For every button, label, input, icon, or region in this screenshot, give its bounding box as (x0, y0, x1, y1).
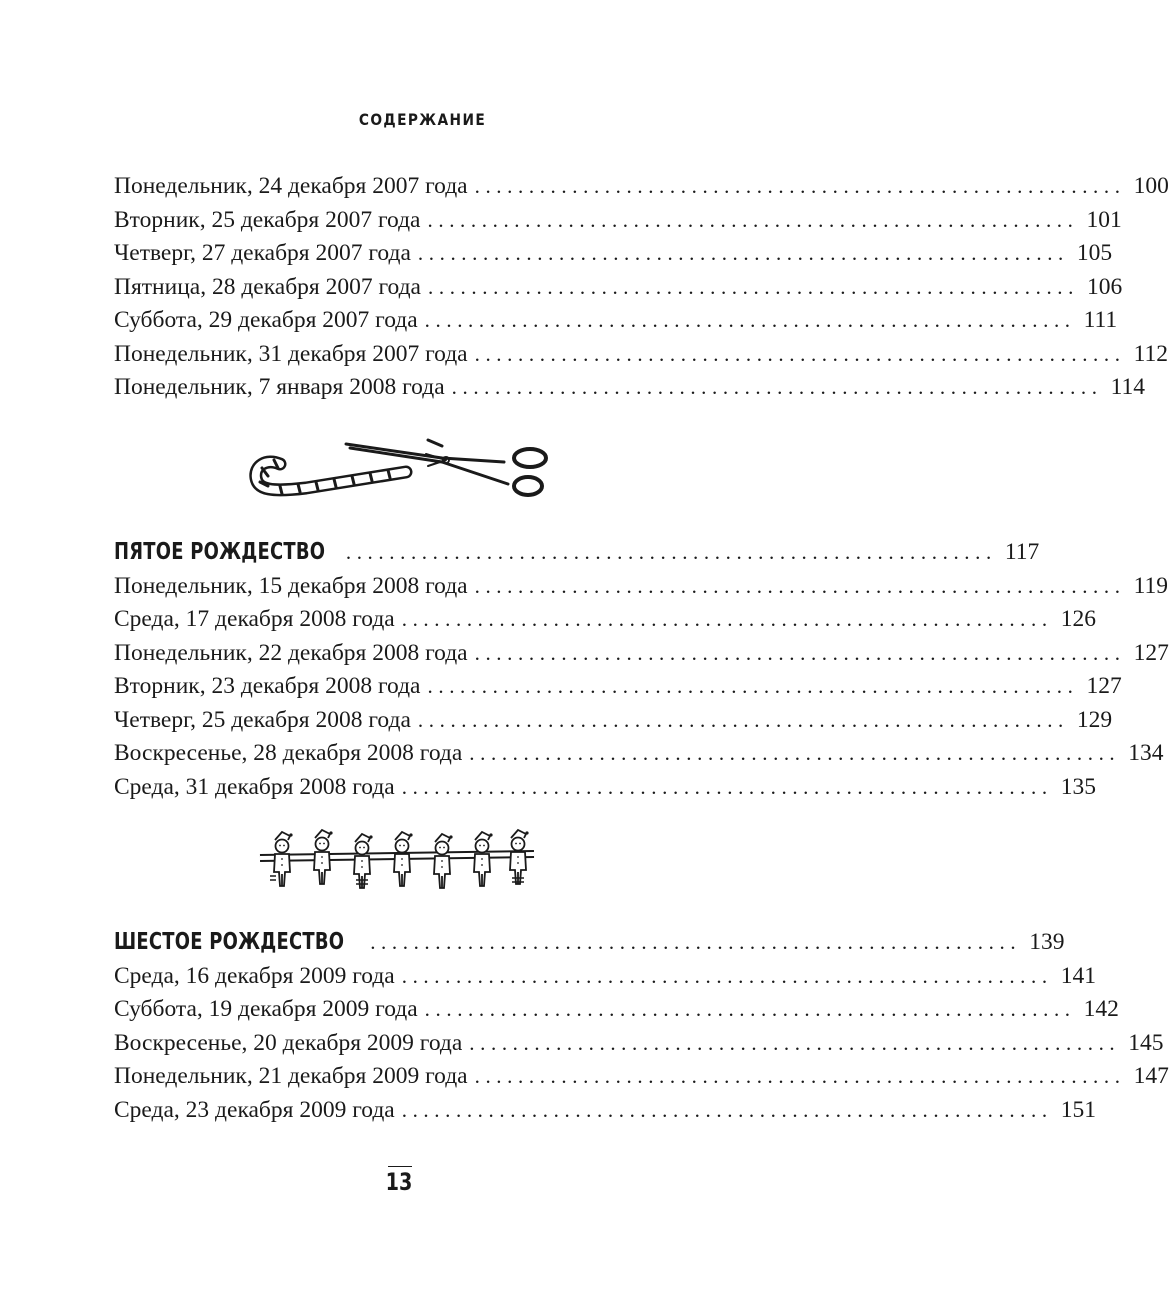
toc-entry-title: Понедельник, 24 декабря 2007 года (114, 173, 468, 199)
leader-dots: ............................................................ (474, 341, 1126, 366)
toc-entry-title: Среда, 16 декабря 2009 года (114, 962, 395, 989)
toc-entry-page: 147 (1133, 1063, 1169, 1089)
toc-entry-page: 127 (1086, 673, 1122, 699)
toc-entry-page: 127 (1133, 639, 1169, 666)
toc-entry-page: 105 (1076, 240, 1113, 266)
toc-entry-title: Суббота, 19 декабря 2009 года (114, 996, 418, 1022)
toc-entry[interactable] (114, 271, 1123, 305)
toc-section-heading[interactable] (114, 926, 1065, 960)
leader-dots: ............................................................ (469, 1030, 1121, 1055)
toc-entry[interactable] (114, 570, 1168, 604)
page-number-rule (388, 1166, 412, 1167)
leader-dots: ............................................................ (469, 741, 1121, 765)
leader-dots: ............................................................ (427, 674, 1079, 698)
leader-dots: ............................................................ (345, 540, 997, 564)
toc-entry-title: Среда, 31 декабря 2008 года (114, 773, 395, 800)
toc-entry[interactable] (114, 960, 1096, 994)
toc-entry-page: 114 (1110, 374, 1146, 400)
toc-group-2007 (114, 170, 1169, 405)
toc-entry-page: 106 (1087, 273, 1123, 300)
toc-entry-page: 135 (1060, 773, 1096, 800)
leader-dots: ............................................................ (474, 573, 1126, 598)
candy-cane-scissors-icon (246, 432, 552, 498)
toc-entry-title: Понедельник, 22 декабря 2008 года (114, 639, 468, 666)
leader-dots: ............................................................ (427, 207, 1079, 232)
running-head: СОДЕРЖАНИЕ (358, 110, 487, 129)
toc-entry[interactable] (114, 670, 1122, 704)
leader-dots: ............................................................ (424, 308, 1076, 332)
toc-entry-page: 111 (1083, 307, 1118, 333)
toc-entry-page: 117 (1004, 539, 1040, 565)
toc-section-title: ПЯТОЕ РОЖДЕСТВО (114, 539, 326, 565)
leader-dots: ............................................................ (401, 963, 1053, 988)
toc-entry[interactable] (114, 704, 1113, 738)
toc-entry-page: 126 (1060, 606, 1096, 632)
toc-entry-title: Вторник, 25 декабря 2007 года (114, 206, 421, 233)
toc-entry-title: Понедельник, 7 января 2008 года (114, 374, 445, 400)
toc-entry-title: Четверг, 25 декабря 2008 года (114, 706, 411, 733)
leader-dots: ............................................................ (428, 274, 1079, 299)
toc-entry[interactable] (114, 637, 1169, 671)
toc-section-heading[interactable] (114, 536, 1040, 570)
toc-entry-page: 139 (1029, 929, 1065, 955)
toc-entry-title: Четверг, 27 декабря 2007 года (114, 240, 411, 266)
toc-entry-title: Понедельник, 31 декабря 2007 года (114, 340, 468, 367)
leader-dots: ............................................................ (474, 174, 1126, 198)
toc-entry-page: 141 (1060, 962, 1096, 989)
toc-entry-title: Пятница, 28 декабря 2007 года (114, 273, 421, 300)
toc-entry[interactable] (114, 771, 1096, 805)
toc-entry-page: 101 (1086, 206, 1122, 233)
toc-entry[interactable] (114, 371, 1146, 405)
leader-dots: ............................................................ (424, 997, 1076, 1021)
toc-entry-title: Среда, 17 декабря 2008 года (114, 606, 395, 632)
toc-entry-title: Понедельник, 21 декабря 2009 года (114, 1063, 468, 1089)
page-number: 13 (385, 1168, 413, 1196)
leader-dots: ............................................................ (474, 1064, 1126, 1088)
toc-entry-page: 119 (1133, 572, 1168, 599)
toc-entry-title: Воскресенье, 28 декабря 2008 года (114, 740, 463, 766)
toc-entry[interactable] (114, 737, 1164, 771)
toc-entry-page: 145 (1128, 1029, 1164, 1056)
toc-entry[interactable] (114, 993, 1119, 1027)
leader-dots: ............................................................ (417, 707, 1069, 732)
leader-dots: ............................................................ (370, 930, 1022, 954)
toc-entry-page: 129 (1076, 706, 1113, 733)
toc-entry-page: 134 (1128, 740, 1164, 766)
toc-entry-page: 151 (1060, 1096, 1096, 1123)
toc-entry-title: Среда, 23 декабря 2009 года (114, 1096, 395, 1123)
toc-entry[interactable] (114, 170, 1169, 204)
toc-entry[interactable] (114, 237, 1113, 271)
leader-dots: ............................................................ (401, 607, 1053, 631)
toc-entry[interactable] (114, 1094, 1096, 1128)
toc-entry-title: Понедельник, 15 декабря 2008 года (114, 572, 468, 599)
toc-group-sixth-christmas (114, 926, 1169, 1127)
leader-dots: ............................................................ (474, 640, 1126, 665)
toc-entry-page: 100 (1133, 173, 1169, 199)
toc-group-fifth-christmas (114, 536, 1169, 804)
toc-entry-page: 142 (1083, 996, 1119, 1022)
leader-dots: ............................................................ (401, 1097, 1053, 1122)
toc-entry[interactable] (114, 204, 1122, 238)
toc-entry-title: Суббота, 29 декабря 2007 года (114, 307, 418, 333)
paper-elves-garland-icon (256, 826, 540, 890)
leader-dots: ............................................................ (451, 375, 1103, 399)
toc-entry-page: 112 (1133, 340, 1168, 367)
leader-dots: ............................................................ (417, 241, 1069, 265)
toc-entry-title: Вторник, 23 декабря 2008 года (114, 673, 421, 699)
toc-entry[interactable] (114, 1060, 1169, 1094)
leader-dots: ............................................................ (401, 774, 1053, 799)
toc-entry-title: Воскресенье, 20 декабря 2009 года (114, 1029, 463, 1056)
toc-entry[interactable] (114, 1027, 1164, 1061)
toc-section-title: ШЕСТОЕ РОЖДЕСТВО (114, 929, 345, 955)
toc-entry[interactable] (114, 603, 1096, 637)
toc-entry[interactable] (114, 338, 1168, 372)
toc-entry[interactable] (114, 304, 1118, 338)
